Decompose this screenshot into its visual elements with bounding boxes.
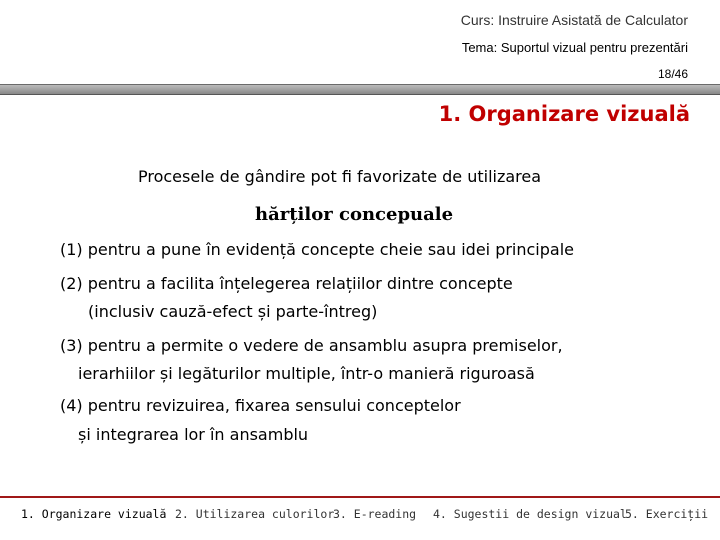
point-3-line-2: ierarhiilor și legăturilor multiple, într-o manieră riguroasă: [78, 364, 535, 383]
emphasis-text: hărților concepuale: [255, 204, 454, 225]
slide-title: 1. Organizare vizuală: [438, 102, 690, 126]
nav-e-reading[interactable]: 3. E-reading: [333, 507, 417, 521]
nav-sugestii-design[interactable]: 4. Sugestii de design vizual: [433, 507, 627, 521]
point-2-line-2: (inclusiv cauză-efect și parte-întreg): [88, 302, 378, 321]
course-title: Curs: Instruire Asistată de Calculator: [460, 12, 688, 28]
point-1-line-1: (1) pentru a pune în evidență concepte cheie sau idei principale: [60, 240, 574, 259]
point-3-line-1: (3) pentru a permite o vedere de ansamblu asupra premiselor,: [60, 336, 563, 355]
nav-utilizarea-culorilor[interactable]: 2. Utilizarea culorilor: [175, 507, 335, 521]
point-4-line-2: și integrarea lor în ansamblu: [78, 425, 309, 444]
nav-exercitii[interactable]: 5. Exerciții: [625, 507, 709, 521]
point-4-line-1: (4) pentru revizuirea, fixarea sensului conceptelor: [60, 396, 461, 415]
footer-divider: [0, 496, 720, 498]
intro-text: Procesele de gândire pot fi favorizate de utilizarea: [138, 167, 542, 186]
point-2-line-1: (2) pentru a facilita înțelegerea relațiilor dintre concepte: [60, 274, 513, 293]
page-number: 18/46: [657, 67, 688, 81]
nav-organizare-vizuala[interactable]: 1. Organizare vizuală: [21, 507, 167, 521]
topic-title: Tema: Suportul vizual pentru prezentări: [461, 40, 688, 55]
header-divider: [0, 84, 720, 95]
